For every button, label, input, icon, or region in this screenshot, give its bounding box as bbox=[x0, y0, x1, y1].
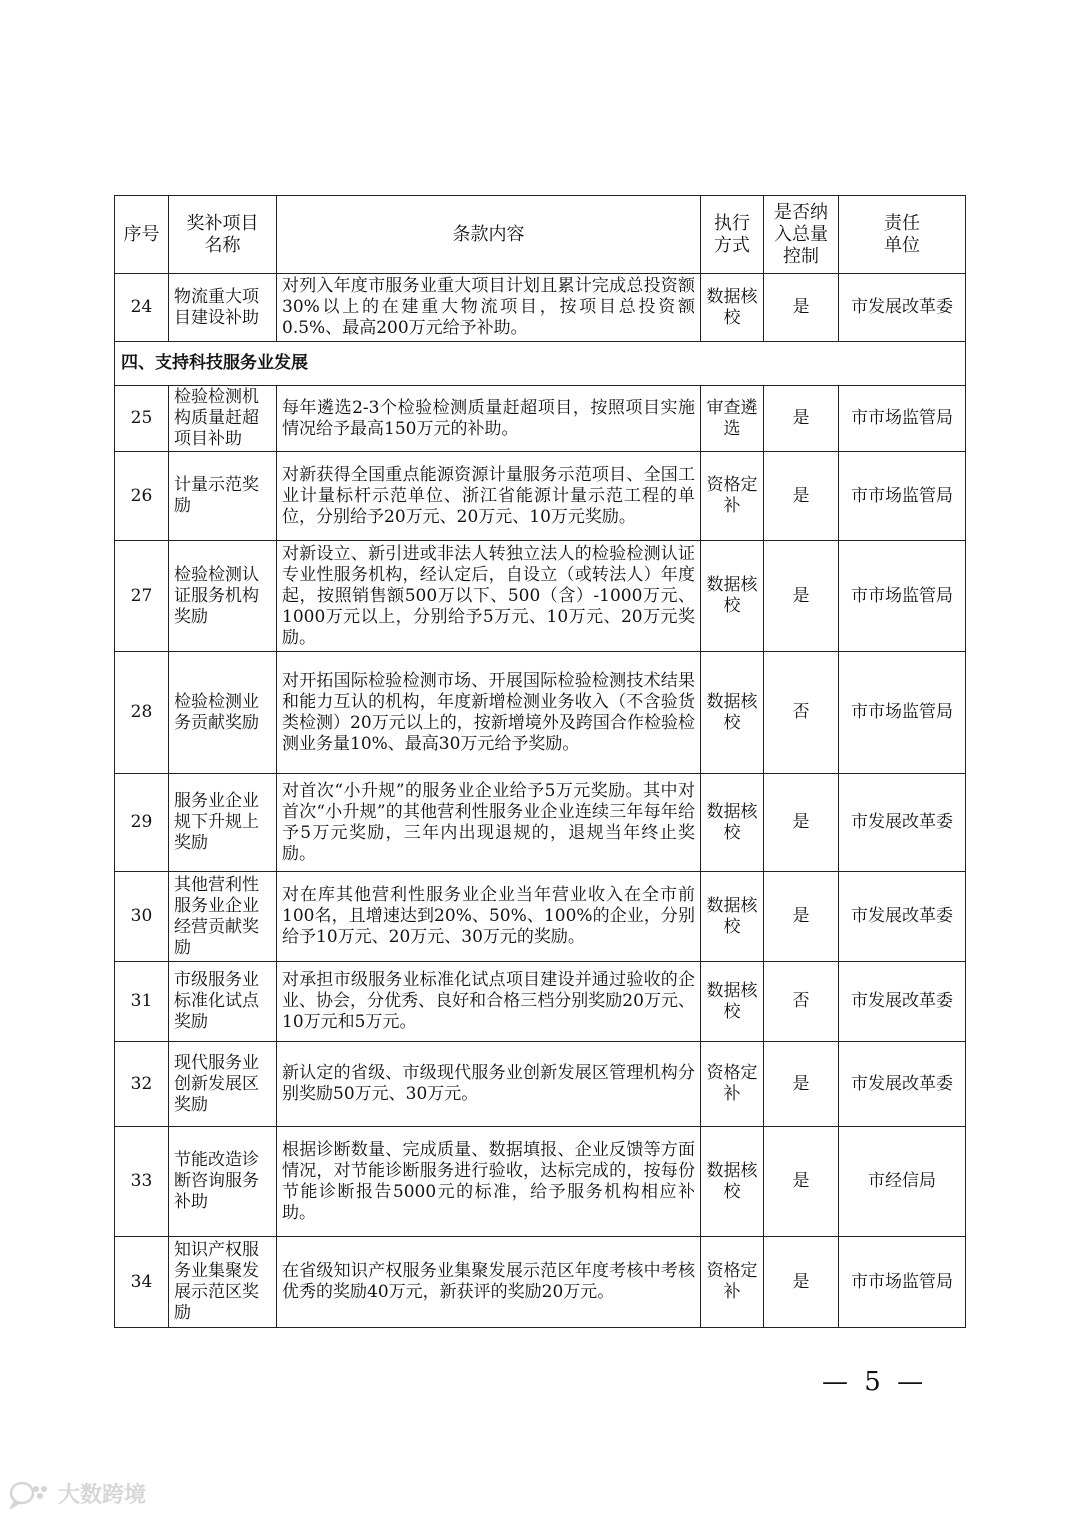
row-number: 31 bbox=[115, 962, 169, 1042]
clause-content: 对新设立、新引进或非法人转独立法人的检验检测认证专业性服务机构，经认定后，自设立（或转法人）年度起，按照销售额500万以下、500（含）-1000万元、1000万元以上，分别给予5万元、10万元、20万元奖励。 bbox=[277, 541, 701, 652]
execution-method: 数据核校 bbox=[701, 274, 764, 342]
project-name: 知识产权服务业集聚发展示范区奖励 bbox=[169, 1237, 277, 1328]
section-title: 四、支持科技服务业发展 bbox=[115, 342, 966, 386]
header-no: 序号 bbox=[115, 196, 169, 274]
row-number: 24 bbox=[115, 274, 169, 342]
total-control-flag: 是 bbox=[764, 1042, 839, 1127]
row-number: 28 bbox=[115, 652, 169, 774]
row-number: 29 bbox=[115, 774, 169, 872]
total-control-flag: 否 bbox=[764, 652, 839, 774]
responsible-unit: 市市场监管局 bbox=[839, 652, 966, 774]
execution-method: 数据核校 bbox=[701, 1127, 764, 1237]
execution-method: 数据核校 bbox=[701, 541, 764, 652]
table-row bbox=[115, 274, 966, 342]
clause-content: 对在库其他营利性服务业企业当年营业收入在全市前100名，且增速达到20%、50%、100%的企业，分别给予10万元、20万元、30万元的奖励。 bbox=[277, 872, 701, 962]
execution-method: 资格定补 bbox=[701, 452, 764, 541]
project-name: 检验检测业务贡献奖励 bbox=[169, 652, 277, 774]
responsible-unit: 市市场监管局 bbox=[839, 386, 966, 452]
table-row bbox=[115, 962, 966, 1042]
execution-method: 数据核校 bbox=[701, 774, 764, 872]
total-control-flag: 是 bbox=[764, 872, 839, 962]
total-control-flag: 是 bbox=[764, 774, 839, 872]
table-row bbox=[115, 541, 966, 652]
header-unit: 责任 单位 bbox=[839, 196, 966, 274]
header-name: 奖补项目 名称 bbox=[169, 196, 277, 274]
clause-content: 对列入年度市服务业重大项目计划且累计完成总投资额30%以上的在建重大物流项目，按项目总投资额0.5%、最高200万元给予补助。 bbox=[277, 274, 701, 342]
execution-method: 数据核校 bbox=[701, 872, 764, 962]
total-control-flag: 否 bbox=[764, 962, 839, 1042]
row-number: 30 bbox=[115, 872, 169, 962]
row-number: 26 bbox=[115, 452, 169, 541]
table-body bbox=[115, 274, 966, 1328]
clause-content: 每年遴选2-3个检验检测质量赶超项目，按照项目实施情况给予最高150万元的补助。 bbox=[277, 386, 701, 452]
responsible-unit: 市经信局 bbox=[839, 1127, 966, 1237]
project-name: 检验检测认证服务机构奖励 bbox=[169, 541, 277, 652]
project-name: 物流重大项目建设补助 bbox=[169, 274, 277, 342]
table-row bbox=[115, 386, 966, 452]
total-control-flag: 是 bbox=[764, 1127, 839, 1237]
row-number: 27 bbox=[115, 541, 169, 652]
table-row bbox=[115, 452, 966, 541]
responsible-unit: 市发展改革委 bbox=[839, 872, 966, 962]
clause-content: 对承担市级服务业标准化试点项目建设并通过验收的企业、协会，分优秀、良好和合格三档分别奖励20万元、10万元和5万元。 bbox=[277, 962, 701, 1042]
section-row bbox=[115, 342, 966, 386]
table-row bbox=[115, 1127, 966, 1237]
responsible-unit: 市发展改革委 bbox=[839, 774, 966, 872]
page-number: — 5 — bbox=[822, 1367, 928, 1397]
table-row bbox=[115, 774, 966, 872]
execution-method: 资格定补 bbox=[701, 1042, 764, 1127]
project-name: 节能改造诊断咨询服务补助 bbox=[169, 1127, 277, 1237]
total-control-flag: 是 bbox=[764, 541, 839, 652]
project-name: 市级服务业标准化试点奖励 bbox=[169, 962, 277, 1042]
table-row bbox=[115, 652, 966, 774]
clause-content: 对新获得全国重点能源资源计量服务示范项目、全国工业计量标杆示范单位、浙江省能源计量示范工程的单位，分别给予20万元、20万元、10万元奖励。 bbox=[277, 452, 701, 541]
execution-method: 数据核校 bbox=[701, 962, 764, 1042]
responsible-unit: 市发展改革委 bbox=[839, 1042, 966, 1127]
header-exec: 执行 方式 bbox=[701, 196, 764, 274]
total-control-flag: 是 bbox=[764, 1237, 839, 1328]
execution-method: 审查遴选 bbox=[701, 386, 764, 452]
clause-content: 根据诊断数量、完成质量、数据填报、企业反馈等方面情况，对节能诊断服务进行验收，达标完成的，按每份节能诊断报告5000元的标准，给予服务机构相应补助。 bbox=[277, 1127, 701, 1237]
responsible-unit: 市市场监管局 bbox=[839, 452, 966, 541]
chat-bubble-logo-icon bbox=[8, 1479, 54, 1509]
total-control-flag: 是 bbox=[764, 274, 839, 342]
responsible-unit: 市市场监管局 bbox=[839, 541, 966, 652]
watermark bbox=[8, 1478, 146, 1509]
table-row bbox=[115, 872, 966, 962]
project-name: 计量示范奖励 bbox=[169, 452, 277, 541]
responsible-unit: 市市场监管局 bbox=[839, 1237, 966, 1328]
subsidy-table bbox=[114, 195, 966, 1328]
clause-content: 对开拓国际检验检测市场、开展国际检验检测技术结果和能力互认的机构，年度新增检测业务收入（不含验货类检测）20万元以上的，按新增境外及跨国合作检验检测业务量10%、最高30万元给予奖励。 bbox=[277, 652, 701, 774]
project-name: 服务业企业规下升规上奖励 bbox=[169, 774, 277, 872]
row-number: 34 bbox=[115, 1237, 169, 1328]
clause-content: 对首次“小升规”的服务业企业给予5万元奖励。其中对首次“小升规”的其他营利性服务业企业连续三年每年给予5万元奖励，三年内出现退规的，退规当年终止奖励。 bbox=[277, 774, 701, 872]
header-content: 条款内容 bbox=[277, 196, 701, 274]
row-number: 25 bbox=[115, 386, 169, 452]
execution-method: 资格定补 bbox=[701, 1237, 764, 1328]
responsible-unit: 市发展改革委 bbox=[839, 962, 966, 1042]
project-name: 现代服务业创新发展区奖励 bbox=[169, 1042, 277, 1127]
table-row bbox=[115, 1042, 966, 1127]
clause-content: 在省级知识产权服务业集聚发展示范区年度考核中考核优秀的奖励40万元，新获评的奖励20万元。 bbox=[277, 1237, 701, 1328]
watermark-text: 大数跨境 bbox=[58, 1483, 147, 1508]
row-number: 32 bbox=[115, 1042, 169, 1127]
total-control-flag: 是 bbox=[764, 452, 839, 541]
clause-content: 新认定的省级、市级现代服务业创新发展区管理机构分别奖励50万元、30万元。 bbox=[277, 1042, 701, 1127]
project-name: 检验检测机构质量赶超项目补助 bbox=[169, 386, 277, 452]
row-number: 33 bbox=[115, 1127, 169, 1237]
execution-method: 数据核校 bbox=[701, 652, 764, 774]
responsible-unit: 市发展改革委 bbox=[839, 274, 966, 342]
table-row bbox=[115, 1237, 966, 1328]
total-control-flag: 是 bbox=[764, 386, 839, 452]
header-ctrl: 是否纳 入总量 控制 bbox=[764, 196, 839, 274]
table-header-row bbox=[115, 196, 966, 274]
project-name: 其他营利性服务业企业经营贡献奖励 bbox=[169, 872, 277, 962]
